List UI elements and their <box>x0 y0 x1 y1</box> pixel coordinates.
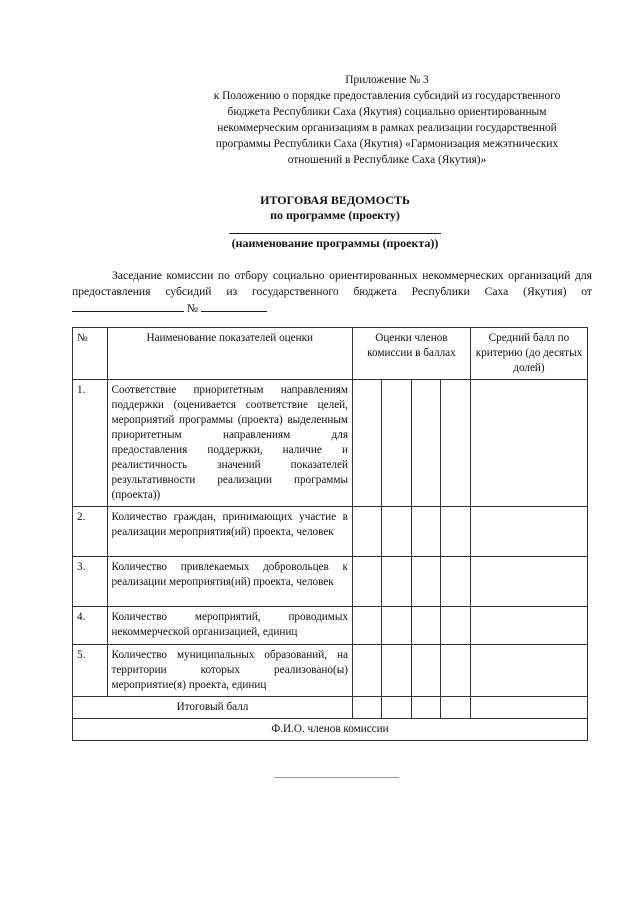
table-row <box>73 507 588 557</box>
score-cell <box>411 557 440 607</box>
date-blank <box>72 300 184 312</box>
row-number: 4. <box>73 607 108 645</box>
total-score-label: Итоговый балл <box>73 697 353 719</box>
average-cell <box>470 607 587 645</box>
document-subtitle: по программе (проекту) <box>270 208 400 222</box>
score-cell <box>382 607 411 645</box>
score-cell <box>441 557 470 607</box>
program-name-blank <box>229 227 441 234</box>
score-cell <box>441 607 470 645</box>
scoring-table <box>72 327 588 741</box>
meeting-intro <box>72 268 592 317</box>
appendix-title: Приложение № 3 <box>345 74 429 86</box>
row-number: 5. <box>73 645 108 697</box>
appendix-line: некоммерческим организациям в рамках реализации государственной <box>217 122 557 134</box>
score-cell <box>411 380 440 507</box>
document-title-block <box>120 193 550 251</box>
header-average: Средний балл по критерию (до десятых долей) <box>470 328 587 380</box>
score-cell <box>352 557 381 607</box>
appendix-line: отношений в Республике Саха (Якутия)» <box>287 154 487 166</box>
average-cell <box>470 507 587 557</box>
score-cell <box>382 507 411 557</box>
appendix-line: бюджета Республики Саха (Якутия) социально ориентированным <box>227 106 547 118</box>
document-title: ИТОГОВАЯ ВЕДОМОСТЬ <box>260 193 410 207</box>
row-indicator: Соответствие приоритетным направлениям поддержки (оценивается соответствие целей, мероприятий программы (проекта) выделенным приоритетным направлениям для предоставления поддержки, наличие и реалистичность значений показателей результативности реализации программы (проекта)) <box>107 380 352 507</box>
row-indicator: Количество граждан, принимающих участие в реализации мероприятия(ий) проекта, человек <box>107 507 352 557</box>
appendix-line: программы Республики Саха (Якутия) «Гармонизация межэтнических <box>215 138 559 150</box>
row-number: 2. <box>73 507 108 557</box>
score-cell <box>352 645 381 697</box>
score-cell <box>441 697 470 719</box>
program-name-caption: (наименование программы (проекта)) <box>231 236 439 250</box>
table-row <box>73 557 588 607</box>
appendix-block <box>180 72 594 168</box>
number-sign: № <box>186 302 198 315</box>
commission-members-label: Ф.И.О. членов комиссии <box>73 719 588 741</box>
number-blank <box>201 300 267 312</box>
row-indicator: Количество привлекаемых добровольцев к реализации мероприятия(ий) проекта, человек <box>107 557 352 607</box>
average-cell <box>470 697 587 719</box>
score-cell <box>382 645 411 697</box>
table-row <box>73 380 588 507</box>
score-cell <box>411 697 440 719</box>
score-cell <box>441 507 470 557</box>
score-cell <box>411 507 440 557</box>
score-cell <box>352 507 381 557</box>
score-cell <box>352 607 381 645</box>
score-cell <box>382 557 411 607</box>
average-cell <box>470 557 587 607</box>
score-cell <box>382 697 411 719</box>
footer-divider <box>274 777 399 778</box>
members-row <box>73 719 588 741</box>
score-cell <box>352 380 381 507</box>
table-header-row <box>73 328 588 380</box>
row-indicator: Количество муниципальных образований, на территории которых реализовано(ы) мероприятие(я) проекта, единиц <box>107 645 352 697</box>
score-cell <box>411 645 440 697</box>
score-cell <box>411 607 440 645</box>
appendix-line: к Положению о порядке предоставления субсидий из государственного <box>213 90 561 102</box>
score-cell <box>352 697 381 719</box>
header-scores: Оценки членов комиссии в баллах <box>352 328 470 380</box>
average-cell <box>470 380 587 507</box>
total-row <box>73 697 588 719</box>
table-row <box>73 645 588 697</box>
header-name: Наименование показателей оценки <box>107 328 352 380</box>
row-number: 3. <box>73 557 108 607</box>
header-num: № <box>73 328 108 380</box>
score-cell <box>441 380 470 507</box>
score-cell <box>382 380 411 507</box>
average-cell <box>470 645 587 697</box>
row-indicator: Количество мероприятий, проводимых некоммерческой организацией, единиц <box>107 607 352 645</box>
table-row <box>73 607 588 645</box>
row-number: 1. <box>73 380 108 507</box>
meeting-intro-text: Заседание комиссии по отбору социально ориентированных некоммерческих организаций для предоставления субсидий из государственного бюджета Республики Саха (Якутия) от <box>72 269 592 298</box>
score-cell <box>441 645 470 697</box>
